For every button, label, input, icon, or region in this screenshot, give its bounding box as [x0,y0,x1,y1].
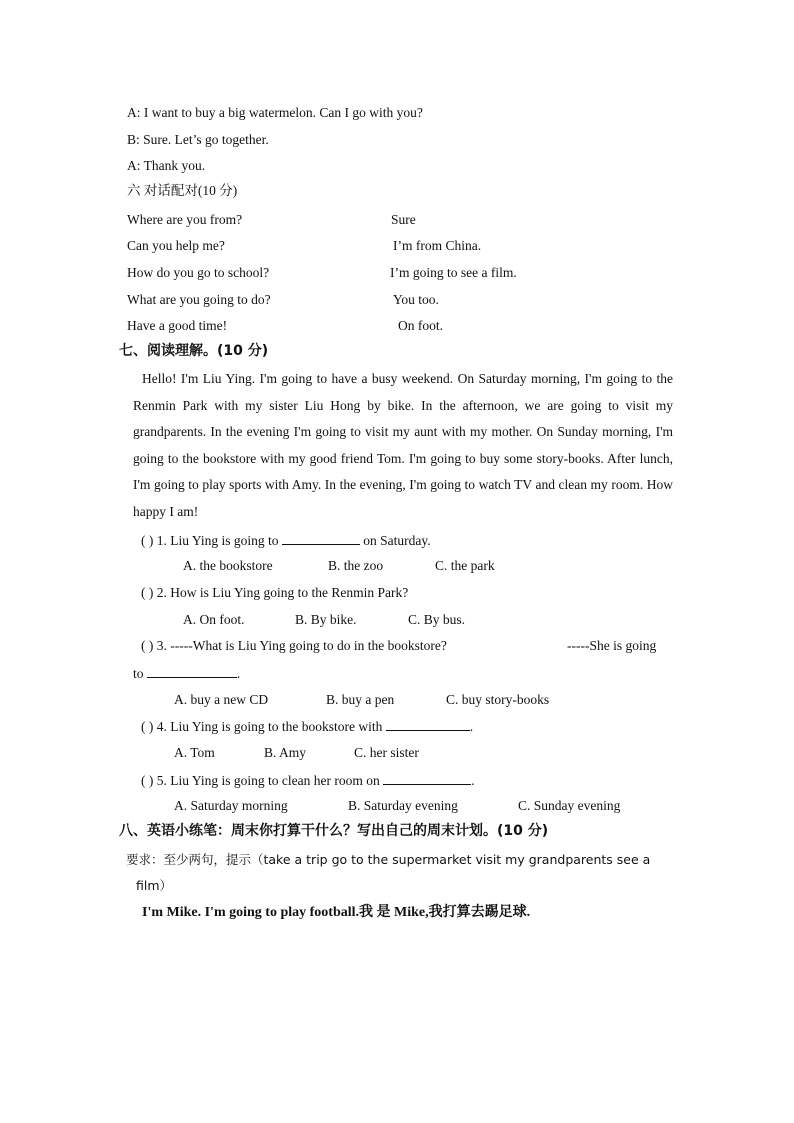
match-right-3: I’m going to see a film. [390,265,517,280]
q2-option-a: A. On foot. [183,612,245,627]
answer-paren[interactable]: ( ) [141,533,154,548]
question-3-continuation: to . [133,666,241,681]
answer-paren[interactable]: ( ) [141,773,154,788]
match-left-1: Where are you from? [127,212,243,227]
q1-option-c: C. the park [435,558,495,573]
q3-option-a: A. buy a new CD [174,692,269,707]
dialogue-line-3: A: Thank you. [127,158,206,173]
requirement-line-2: film） [136,878,173,893]
q4-option-b: B. Amy [264,745,307,760]
q5-option-c: C. Sunday evening [518,798,621,813]
match-right-5: On foot. [398,318,443,333]
q2-option-b: B. By bike. [295,612,357,627]
answer-blank[interactable] [386,717,470,731]
q4-option-a: A. Tom [174,745,215,760]
question-2 [141,584,408,602]
answer-blank[interactable] [282,531,360,545]
question-text: 5. Liu Ying is going to clean her room on [156,773,380,788]
question-1 [141,531,431,550]
match-right-1: Sure [391,212,416,227]
q5-option-b: B. Saturday evening [348,798,458,813]
question-text: 3. -----What is Liu Ying going to do in the bookstore? [156,638,447,653]
match-left-4: What are you going to do? [127,292,271,307]
question-3-answer-lead: -----She is going [567,638,657,653]
question-4: ( ) 4. Liu Ying is going to the bookstore with . [141,719,474,734]
example-sentence: I'm Mike. I'm going to play football.我 是 Mike,我打算去踢足球. [142,905,531,920]
match-left-2: Can you help me? [127,238,225,253]
q5-option-a: A. Saturday morning [174,798,288,813]
match-left-3: How do you go to school? [127,265,270,280]
answer-paren[interactable]: ( ) [141,638,154,653]
answer-blank[interactable] [147,664,237,678]
match-left-5: Have a good time! [127,318,228,333]
q3-option-c: C. buy story-books [446,692,550,707]
q4-option-c: C. her sister [354,745,419,760]
question-3 [141,637,447,655]
requirement-line-1: 要求：至少两句，提示（take a trip go to the supermarket visit my grandparents see a [126,852,651,867]
q1-option-b: B. the zoo [328,558,384,573]
section7-title: 七、阅读理解。(10 分) [119,343,269,359]
match-right-2: I’m from China. [393,238,482,253]
section6-title: 六 对话配对(10 分) [127,183,238,198]
q3-option-b: B. buy a pen [326,692,395,707]
answer-paren[interactable]: ( ) [141,719,154,734]
dialogue-line-1: A: I want to buy a big watermelon. Can I go with you? [127,105,423,120]
match-right-4: You too. [393,292,439,307]
question-text: 4. Liu Ying is going to the bookstore with [156,719,383,734]
question-text-end: on Saturday. [363,533,431,548]
question-text: 2. How is Liu Ying going to the Renmin Park? [156,585,409,600]
answer-blank[interactable] [383,771,471,785]
answer-paren[interactable]: ( ) [141,585,154,600]
reading-passage: Hello! I'm Liu Ying. I'm going to have a busy weekend. On Saturday morning, I'm going to the Renmin Park with my sister Liu Hong by bike. In the afternoon, we are going to visit my grandparents. In the evening I'm going to visit my aunt with my mother. On Sunday morning, I'm going to the bookstore with my good friend Tom. I'm going to buy some story-books. After lunch, I'm going to play sports with Amy. In the evening, I'm going to watch TV and clean my room. How happy I am! [133,371,673,519]
question-text: 1. Liu Ying is going to [156,533,279,548]
section8-title: 八、英语小练笔：周末你打算干什么？写出自己的周末计划。(10 分) [119,823,549,839]
q1-option-a: A. the bookstore [183,558,273,573]
q2-option-c: C. By bus. [408,612,466,627]
dialogue-line-2: B: Sure. Let’s go together. [127,132,269,147]
question-5: ( ) 5. Liu Ying is going to clean her room on . [141,773,475,788]
